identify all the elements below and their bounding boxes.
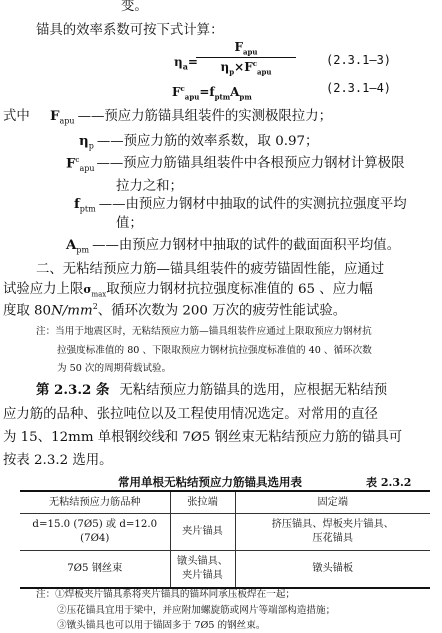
clause-2-3-2-line-4: 按表 2.3.2 选用。 xyxy=(3,453,113,468)
table-title: 常用单根无粘结预应力筋锚具选用表 xyxy=(118,475,302,489)
definitions-lead: 式中 xyxy=(3,109,30,124)
eta-a-symbol: η xyxy=(174,55,183,69)
header-stressing-end: 张拉端 xyxy=(170,491,235,514)
definition-a-pm: $A_{pm}$ ——由预应力钢材中抽取的试件的截面面积平均值。 xyxy=(66,237,401,255)
clause-2-3-2-line-2: 应力筋的品种、张拉吨位以及工程使用情况选定。对常用的直径 xyxy=(3,407,378,422)
table-row xyxy=(20,514,430,551)
fatigue-paragraph-line-3: 度取 $80N/mm^2$、循环次数为 200 万次的疲劳性能试验。 xyxy=(3,302,347,319)
definition-eta-p: $\eta_p$ ——预应力筋的效率系数，取 0.97； xyxy=(79,133,319,151)
table-row xyxy=(20,551,430,588)
table-cell: d=15.0 (7Ø5) 或 d=12.0 (7Ø4) xyxy=(20,514,170,551)
clause-label: 第 2.3.2 条 xyxy=(36,382,110,398)
seismic-note-line-1: 注：当用于地震区时，无粘结预应力筋—锚具组装件应通过上限取预应力钢材抗 xyxy=(36,326,372,337)
equation-number-3: (2.3.1—3) xyxy=(326,53,392,67)
seismic-note-line-3: 为 50 次的周期荷载试验。 xyxy=(57,363,172,374)
efficiency-fraction: $F_{apu}$ $\eta_p\times F^c_{apu}$ xyxy=(196,41,296,76)
definition-f-ptm: $f_{ptm}$ ——由预应力钢材中抽取的试件的实测抗拉强度平均 xyxy=(74,196,407,214)
table-cell: 镦头锚板 xyxy=(235,551,430,588)
fatigue-paragraph-line-2: 试验应力上限$\sigma_{max}$取预应力钢材抗拉强度标准值的 65 、应力幅 xyxy=(3,282,373,299)
clause-2-3-2-line-3: 为 15、12mm 单根钢绞线和 7Ø5 钢丝束无粘结预应力筋的锚具可 xyxy=(3,430,403,445)
clause-2-3-2-line-1: 第 2.3.2 条 无粘结预应力筋锚具的选用，应根据无粘结预 xyxy=(36,382,388,398)
definition-f-c-apu-cont: 拉力之和； xyxy=(116,179,183,194)
table-header-row xyxy=(20,491,430,514)
anchorage-selection-table xyxy=(20,490,430,589)
definition-f-ptm-cont: 值； xyxy=(116,216,143,231)
equation-2-3-1-4: $F^c_{apu}=f_{ptm}A_{pm}$ xyxy=(172,84,252,102)
table-cell: 镦头锚具、 夹片锚具 xyxy=(170,551,235,588)
table-cell: 7Ø5 钢丝束 xyxy=(20,551,170,588)
equation-number-4: (2.3.1—4) xyxy=(326,81,392,95)
table-note-2: ②压花锚具宜用于梁中，并应附加螺旋筋或网片等端部构造措施； xyxy=(57,605,336,616)
table-number: 表 2.3.2 xyxy=(366,476,412,489)
definition-f-c-apu: $F^c_{apu}$ ——预应力筋锚具组装件中各根预应力钢材计算极限 xyxy=(66,155,405,174)
header-fixed-end: 固定端 xyxy=(235,491,430,514)
table-note-1: 注：①焊板夹片锚具系将夹片锚具的锚环同承压板焊在一起； xyxy=(36,589,296,600)
table-cell: 挤压锚具、焊板夹片锚具、 压花锚具 xyxy=(235,514,430,551)
table-note-3: ③镦头锚具也可以用于锚固多于 7Ø5 的钢丝束。 xyxy=(57,620,266,631)
fatigue-paragraph-line-1: 二、无粘结预应力筋—锚具组装件的疲劳锚固性能，应通过 xyxy=(36,262,385,277)
continued-text-fragment: 变。 xyxy=(121,0,148,14)
definition-f-apu: $F_{apu}$ ——预应力筋锚具组装件的实测极限拉力； xyxy=(50,108,332,126)
header-tendon-type: 无粘结预应力筋品种 xyxy=(20,491,170,514)
seismic-note-line-2: 拉强度标准值的 80 、下限取预应力钢材抗拉强度标准值的 40 、循环次数 xyxy=(57,345,372,356)
intro-sentence: 锚具的效率系数可按下式计算： xyxy=(36,23,224,38)
table-cell: 夹片锚具 xyxy=(170,514,235,551)
